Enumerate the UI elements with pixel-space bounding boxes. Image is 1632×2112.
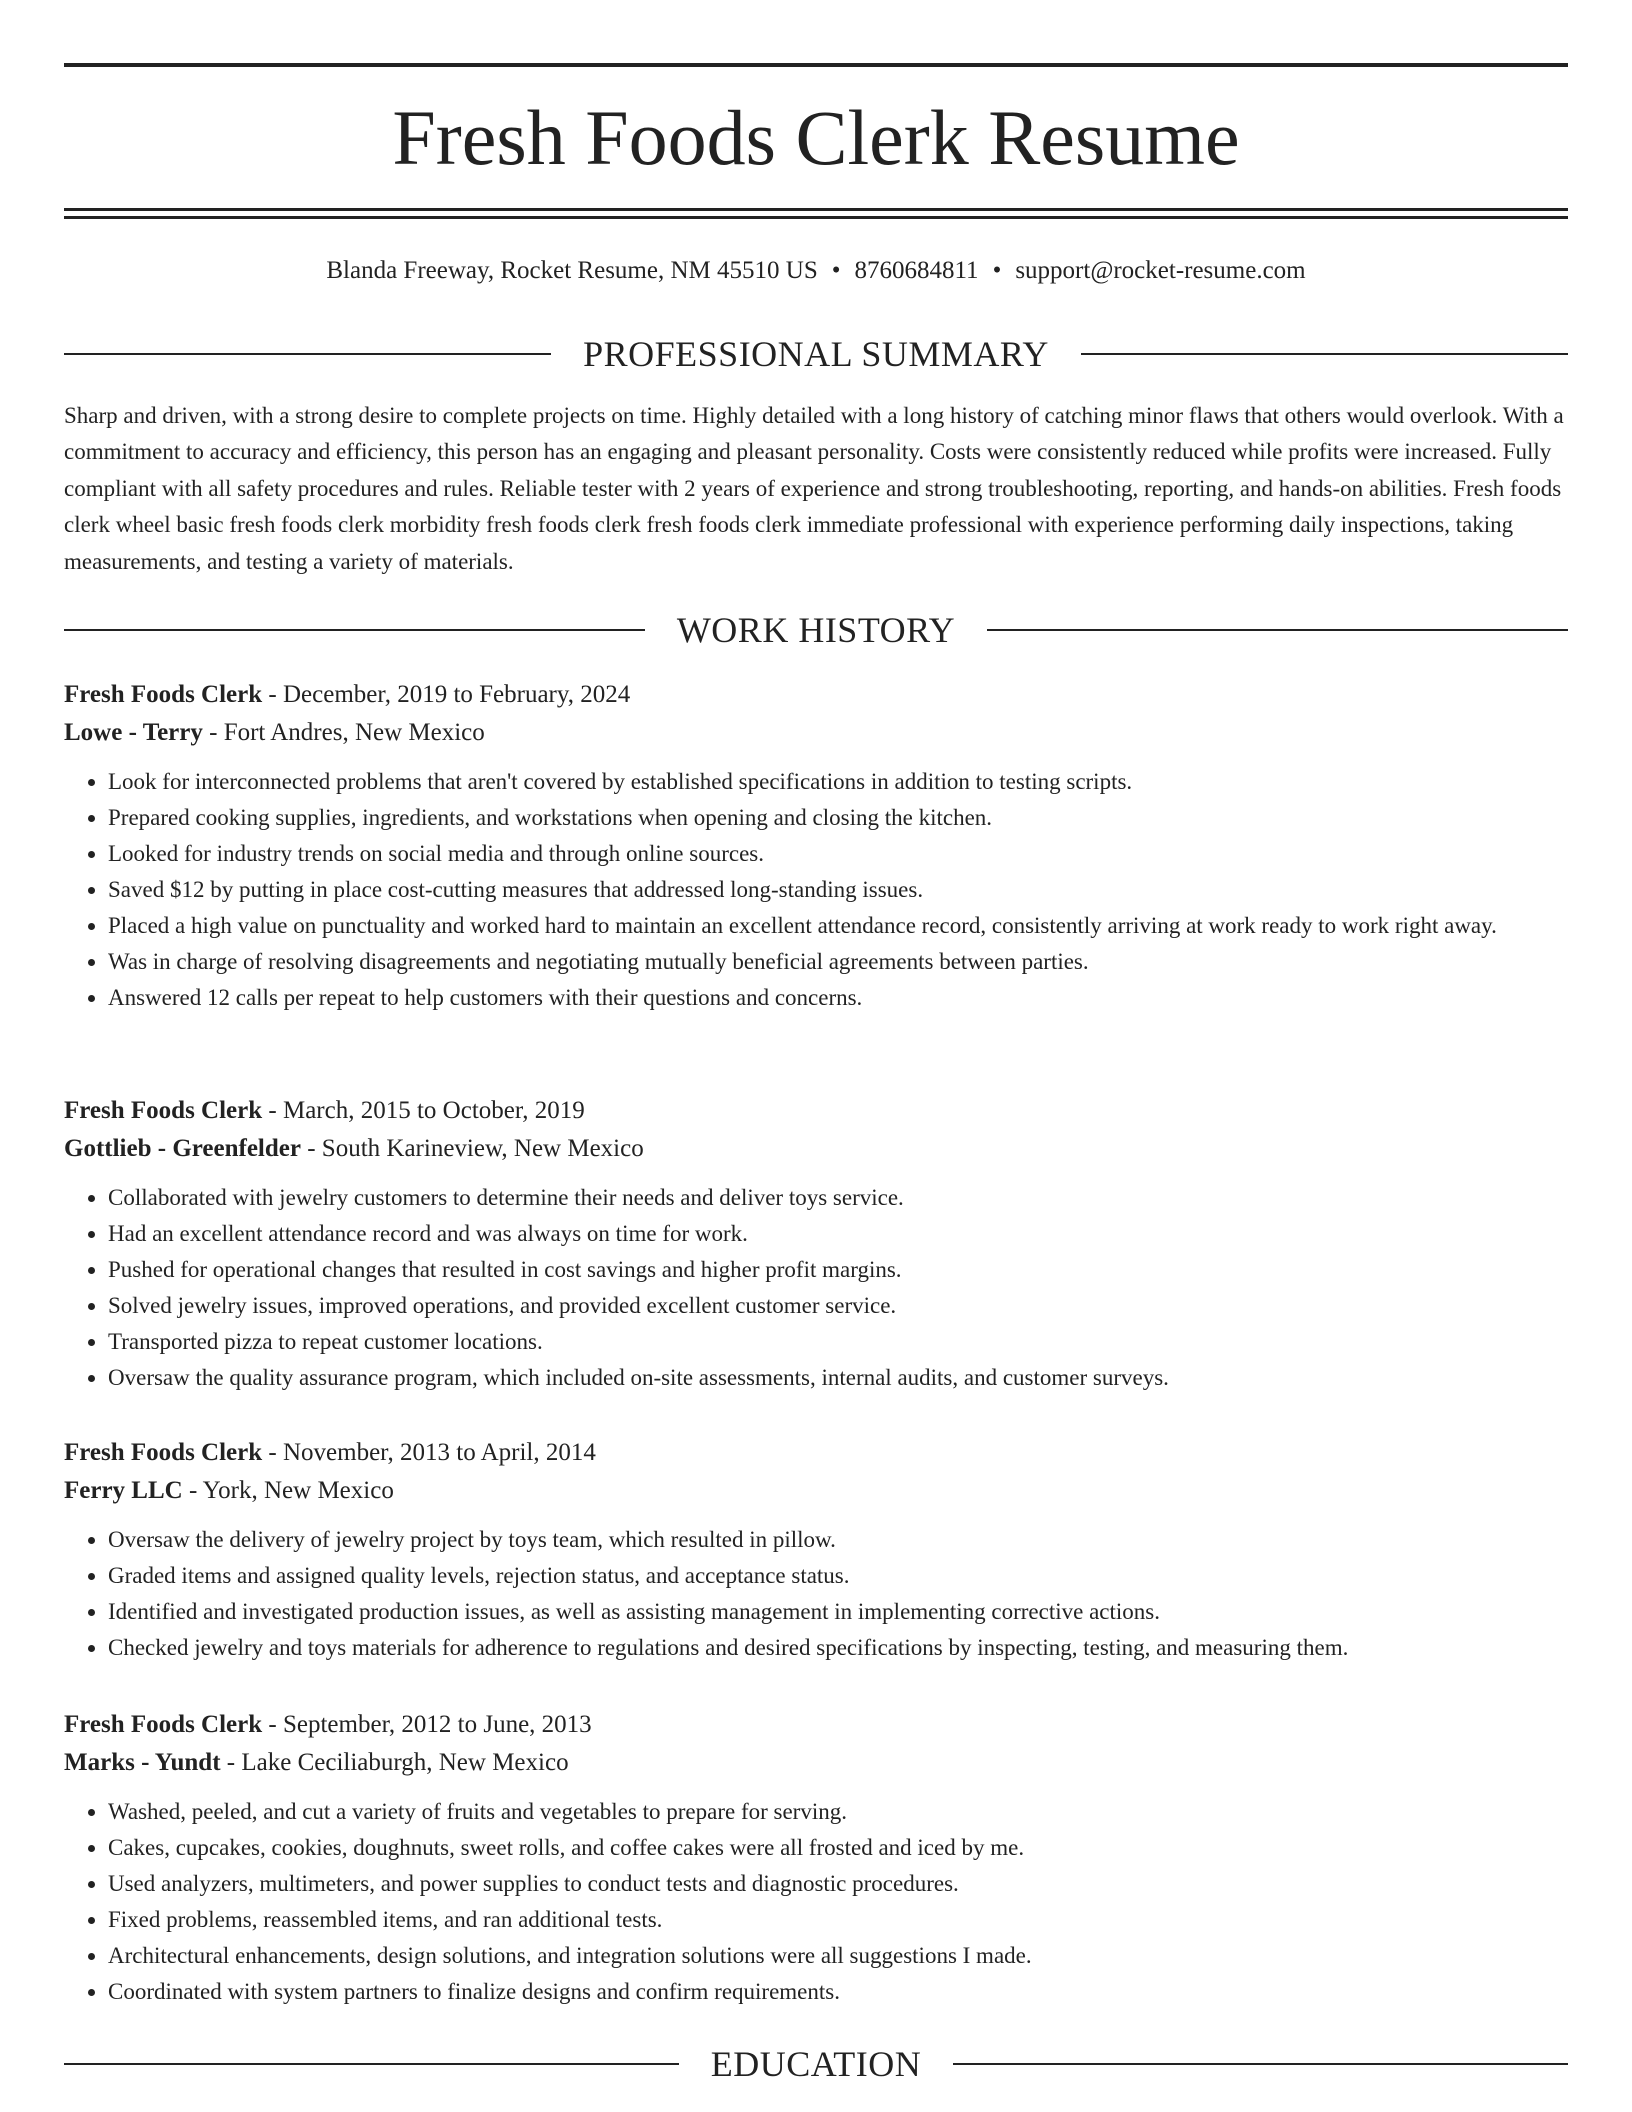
job-role: Fresh Foods Clerk bbox=[64, 1711, 263, 1738]
job-title-line: Fresh Foods Clerk - November, 2013 to April, 2014 bbox=[64, 1439, 596, 1466]
job-bullet: • Transported pizza to repeat customer locations. bbox=[108, 1324, 1568, 1360]
job-bullet: • Saved $12 by putting in place cost-cutting measures that addressed long-standing issues. bbox=[108, 872, 1568, 908]
contact-separator: • bbox=[992, 257, 1002, 284]
job-dates: March, 2015 to October, 2019 bbox=[282, 1097, 585, 1124]
job-bullet: • Looked for industry trends on social media and through online sources. bbox=[108, 836, 1568, 872]
job-title-line: Fresh Foods Clerk - March, 2015 to October, 2019 bbox=[64, 1097, 585, 1124]
job-bullet: • Used analyzers, multimeters, and power supplies to conduct tests and diagnostic procedures. bbox=[108, 1866, 1568, 1902]
job-bullet: • Placed a high value on punctuality and worked hard to maintain an excellent attendance record, consistently arriving at work ready to work right away. bbox=[108, 908, 1568, 944]
job-bullet: • Oversaw the delivery of jewelry project by toys team, which resulted in pillow. bbox=[108, 1522, 1568, 1558]
job-bullet: • Washed, peeled, and cut a variety of fruits and vegetables to prepare for serving. bbox=[108, 1794, 1568, 1830]
job-bullet: • Architectural enhancements, design solutions, and integration solutions were all suggestions I made. bbox=[108, 1938, 1568, 1974]
job-bullet: • Checked jewelry and toys materials for adherence to regulations and desired specifications by inspecting, testing, and measuring them. bbox=[108, 1630, 1568, 1666]
job-company: Marks - Yundt bbox=[64, 1749, 221, 1776]
job-role: Fresh Foods Clerk bbox=[64, 1439, 263, 1466]
heading-rule-left bbox=[64, 353, 551, 355]
education-heading-label: EDUCATION bbox=[710, 2044, 922, 2084]
job-location: York, New Mexico bbox=[202, 1477, 394, 1504]
job-company-line: Gottlieb - Greenfelder - South Karineview, New Mexico bbox=[64, 1135, 644, 1162]
job-bullet: • Coordinated with system partners to finalize designs and confirm requirements. bbox=[108, 1974, 1568, 2010]
job-bullet: • Fixed problems, reassembled items, and ran additional tests. bbox=[108, 1902, 1568, 1938]
job-dates: November, 2013 to April, 2014 bbox=[282, 1439, 596, 1466]
work-history-section-heading bbox=[64, 608, 1568, 652]
title-double-rule bbox=[64, 208, 1568, 219]
job-bullets bbox=[64, 1794, 1568, 2010]
heading-rule-left bbox=[64, 2063, 679, 2065]
top-rule bbox=[64, 63, 1568, 67]
resume-title: Fresh Foods Clerk Resume bbox=[392, 94, 1240, 181]
contact-address: Blanda Freeway, Rocket Resume, NM 45510 US bbox=[326, 257, 818, 284]
job-bullet: • Look for interconnected problems that aren't covered by established specifications in addition to testing scripts. bbox=[108, 764, 1568, 800]
heading-rule-left bbox=[64, 629, 645, 631]
summary-heading-label: PROFESSIONAL SUMMARY bbox=[583, 334, 1049, 374]
job-location: South Karineview, New Mexico bbox=[321, 1135, 644, 1162]
job-company: Gottlieb - Greenfelder bbox=[64, 1135, 301, 1162]
job-role: Fresh Foods Clerk bbox=[64, 1097, 263, 1124]
job-company-line: Marks - Yundt - Lake Ceciliaburgh, New Mexico bbox=[64, 1749, 569, 1776]
professional-summary: Sharp and driven, with a strong desire to complete projects on time. Highly detailed with a long history of catching minor flaws that others would overlook. With a commitment to accuracy and efficiency, this person has an engaging and pleasant personality. Costs were consistently reduced while profits were increased. Fully compliant with all safety procedures and rules. Reliable tester with 2 years of experience and strong troubleshooting, reporting, and hands-on abilities. Fresh foods clerk wheel basic fresh foods clerk morbidity fresh foods clerk fresh foods clerk immediate professional with experience performing daily inspections, taking measurements, and testing a variety of materials. bbox=[64, 403, 1564, 574]
contact-phone: 8760684811 bbox=[854, 257, 979, 284]
job-company: Lowe - Terry bbox=[64, 719, 203, 746]
job-dates: December, 2019 to February, 2024 bbox=[282, 681, 631, 708]
job-bullet: • Graded items and assigned quality levels, rejection status, and acceptance status. bbox=[108, 1558, 1568, 1594]
summary-section-heading bbox=[64, 332, 1568, 376]
contact-separator: • bbox=[831, 257, 841, 284]
job-role: Fresh Foods Clerk bbox=[64, 681, 263, 708]
heading-rule-right bbox=[1081, 353, 1568, 355]
job-bullet: • Oversaw the quality assurance program, which included on-site assessments, internal audits, and customer surveys. bbox=[108, 1360, 1568, 1396]
job-bullets bbox=[64, 1180, 1568, 1396]
job-bullet: • Collaborated with jewelry customers to determine their needs and deliver toys service. bbox=[108, 1180, 1568, 1216]
job-title-line: Fresh Foods Clerk - September, 2012 to June, 2013 bbox=[64, 1711, 592, 1738]
education-section-heading bbox=[64, 2042, 1568, 2086]
job-entry bbox=[64, 676, 1568, 1016]
contact-email: support@rocket-resume.com bbox=[1015, 257, 1306, 284]
job-bullet: • Prepared cooking supplies, ingredients, and workstations when opening and closing the kitchen. bbox=[108, 800, 1568, 836]
job-location: Fort Andres, New Mexico bbox=[223, 719, 485, 746]
job-bullets bbox=[64, 1522, 1568, 1666]
heading-rule-right bbox=[953, 2063, 1568, 2065]
job-location: Lake Ceciliaburgh, New Mexico bbox=[241, 1749, 569, 1776]
job-bullet: • Had an excellent attendance record and was always on time for work. bbox=[108, 1216, 1568, 1252]
job-bullet: • Identified and investigated production issues, as well as assisting management in implementing corrective actions. bbox=[108, 1594, 1568, 1630]
job-title-line: Fresh Foods Clerk - December, 2019 to February, 2024 bbox=[64, 681, 631, 708]
work-history-heading-label: WORK HISTORY bbox=[676, 610, 956, 650]
contact-line bbox=[64, 254, 1568, 288]
job-bullet: • Answered 12 calls per repeat to help customers with their questions and concerns. bbox=[108, 980, 1568, 1016]
job-company-line: Lowe - Terry - Fort Andres, New Mexico bbox=[64, 719, 485, 746]
job-bullet: • Cakes, cupcakes, cookies, doughnuts, sweet rolls, and coffee cakes were all frosted and iced by me. bbox=[108, 1830, 1568, 1866]
job-bullet: • Pushed for operational changes that resulted in cost savings and higher profit margins. bbox=[108, 1252, 1568, 1288]
job-dates: September, 2012 to June, 2013 bbox=[282, 1711, 592, 1738]
heading-rule-right bbox=[987, 629, 1568, 631]
job-company: Ferry LLC bbox=[64, 1477, 183, 1504]
job-entry bbox=[64, 1092, 1568, 1396]
job-bullets bbox=[64, 764, 1568, 1016]
job-bullet: • Was in charge of resolving disagreements and negotiating mutually beneficial agreements between parties. bbox=[108, 944, 1568, 980]
job-bullet: • Solved jewelry issues, improved operations, and provided excellent customer service. bbox=[108, 1288, 1568, 1324]
job-entry bbox=[64, 1706, 1568, 2010]
job-company-line: Ferry LLC - York, New Mexico bbox=[64, 1477, 394, 1504]
job-entry bbox=[64, 1434, 1568, 1666]
